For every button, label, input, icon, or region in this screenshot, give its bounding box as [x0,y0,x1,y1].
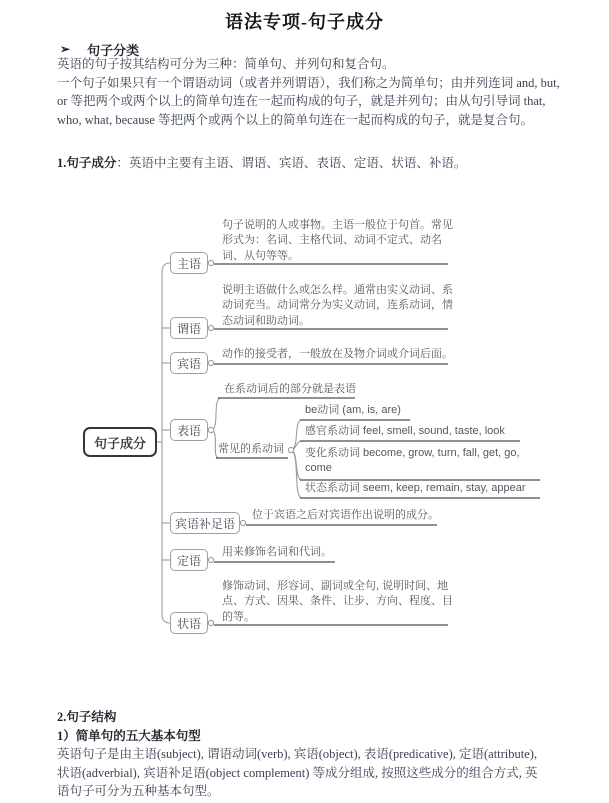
paragraph-line: 语句子可分为五种基本句型。 [57,784,220,799]
item-text: ：英语中主要有主语、谓语、宾语、表语、定语、状语、补语。 [116,156,467,170]
paragraph-line: 一个句子如果只有一个谓语动词（或者并列谓语），我们称之为简单句；由并列连词 and, but, [57,75,560,90]
subject-description: 句子说明的人或事物。主语一般位于句首。常见形式为：名词、主格代词、动词不定式、动名词、从句等等。 [222,219,453,262]
node-attribute: 定语 [170,549,208,571]
arrow-bullet-icon: ➢ [60,42,71,56]
node-object-complement: 宾语补足语 [170,512,240,534]
predicative-description: 在系动词后的部分就是表语 [224,383,356,395]
paragraph-line: or 等把两个或两个以上的简单句连在一起而构成的句子，就是并列句；由从句引导词 that, [57,94,546,109]
paragraph-line: 英语的句子按其结构可分为三种：简单句、并列句和复合句。 [57,57,395,71]
page-title: 语法专项-句子成分 [225,12,384,32]
section1-heading: 句子分类 [87,43,140,58]
node-predicate: 谓语 [170,317,208,339]
node-subject: 主语 [170,252,208,274]
linking-verb-sense: 感官系动词 feel, smell, sound, taste, look [305,425,505,437]
node-predicative: 表语 [170,419,208,441]
linking-verb-be: be动词 (am, is, are) [305,404,401,416]
section2-subheading: 1）简单句的五大基本句型 [57,728,201,743]
linking-verb-state: 状态系动词 seem, keep, remain, stay, appear [305,482,526,494]
paragraph-line: 英语句子是由主语(subject), 谓语动词(verb), 宾语(object), 表语(predicative), 定语(attribute), [57,747,538,762]
mindmap-root-node: 句子成分 [83,427,157,457]
item-number-label: 1.句子成分 [57,156,117,170]
linking-verb-change: 变化系动词 become, grow, turn, fall, get, go, come [305,447,520,475]
paragraph-line: 状语(adverbial), 宾语补足语(object complement) 等成分组成, 按照这些成分的组合方式, 英 [57,765,538,780]
section2-heading: 2.句子结构 [57,710,117,724]
paragraph-line: who, what, because 等把两个或两个以上的简单句连在一起而构成的句子，就是复合句。 [57,112,534,127]
object-description: 动作的接受者，一般放在及物介词或介词后面。 [222,348,453,360]
adverbial-description: 修饰动词、形容词、副词或全句, 说明时间、地点、方式、因果、条件、让步、方向、程度、目的等。 [222,580,453,623]
linking-verbs-label: 常见的系动词 [218,443,284,455]
node-adverbial: 状语 [170,612,208,634]
object-complement-description: 位于宾语之后对宾语作出说明的成分。 [252,509,439,521]
attribute-description: 用来修饰名词和代词。 [222,546,332,558]
node-object: 宾语 [170,352,208,374]
section2-block [57,708,557,801]
predicate-description: 说明主语做什么或怎么样。通常由实义动词、系动词充当。动词常分为实义动词，连系动词，情态动词和助动词。 [222,284,453,327]
